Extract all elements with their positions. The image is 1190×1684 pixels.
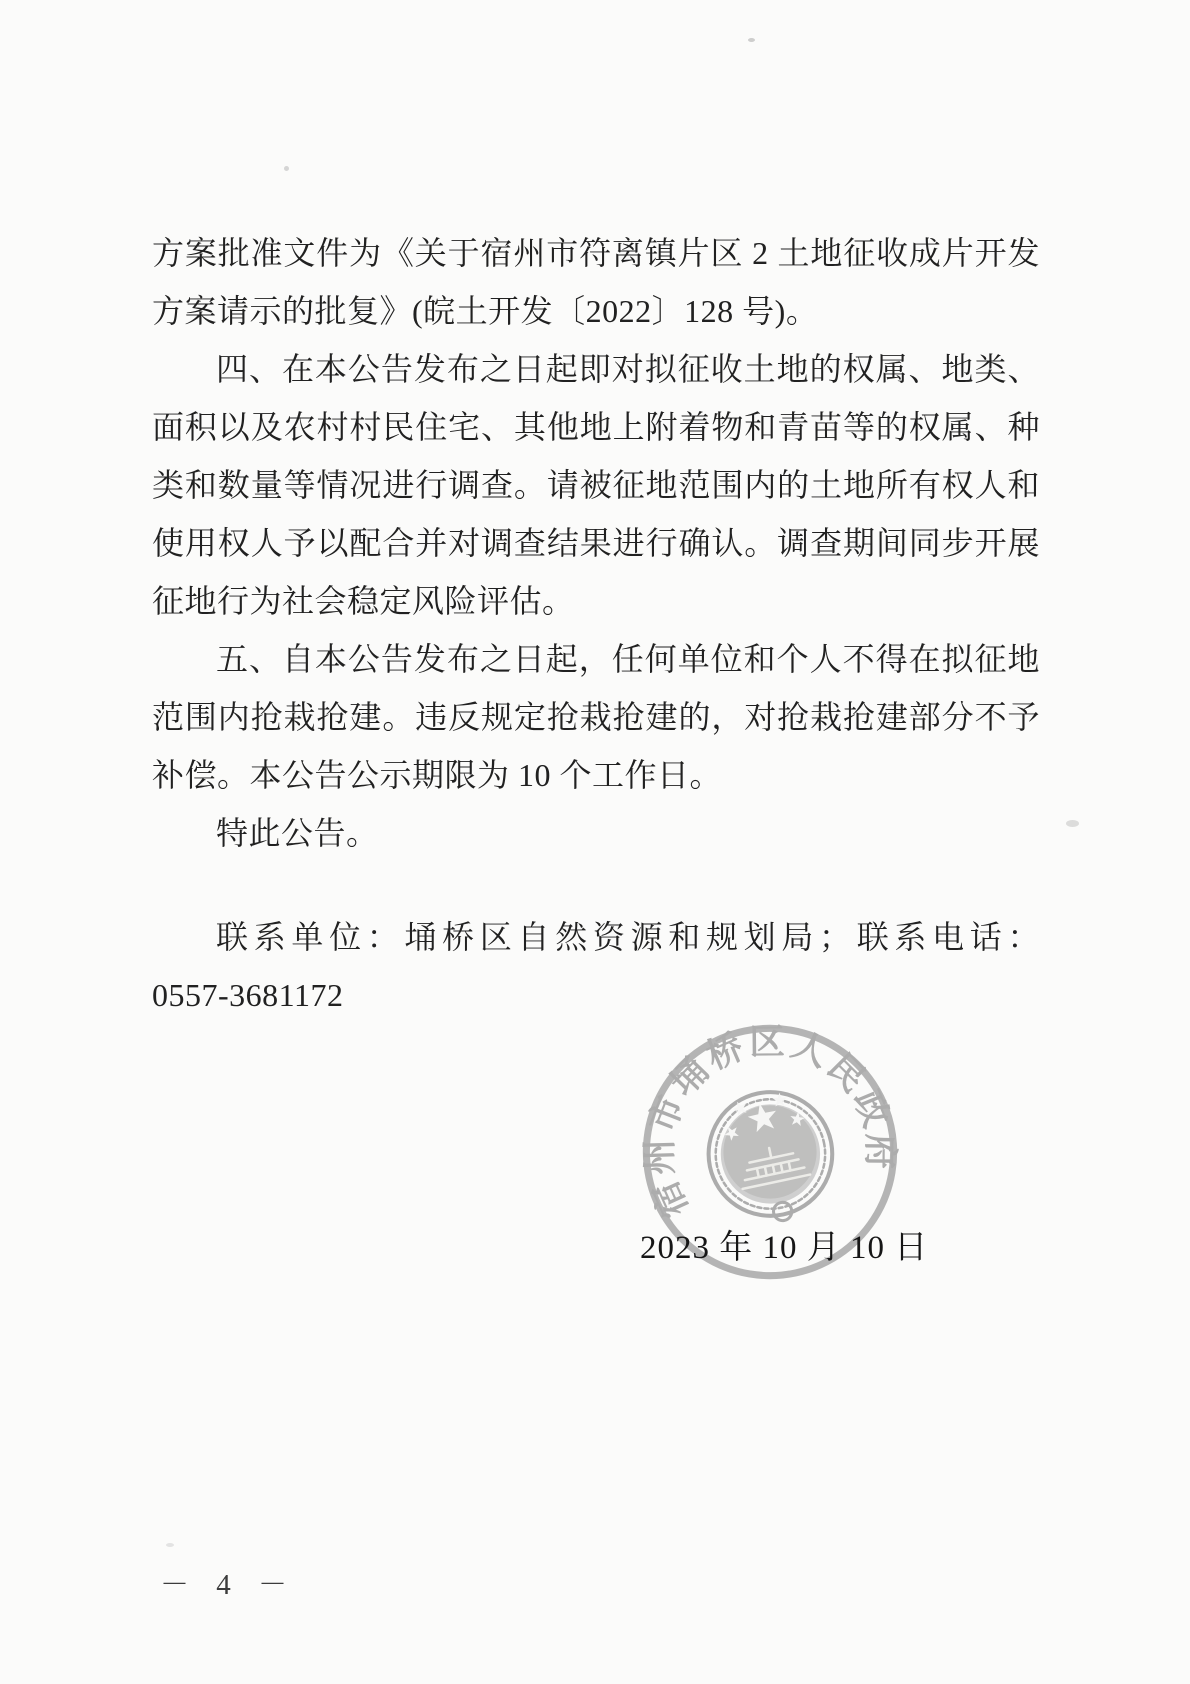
text-line: 方案请示的批复》(皖土开发〔2022〕128 号)。 bbox=[152, 293, 819, 329]
text-line bbox=[152, 862, 1040, 908]
scan-speck bbox=[284, 166, 289, 171]
text-line: 方案批准文件为《关于宿州市符离镇片区 2 土地征收成片开发 bbox=[152, 235, 1040, 271]
text-line: 五、自本公告发布之日起，任何单位和个人不得在拟征地 bbox=[216, 641, 1040, 677]
text-line: 0557-3681172 bbox=[152, 977, 344, 1013]
text-line: 范围内抢栽抢建。违反规定抢栽抢建的，对抢栽抢建部分不予 bbox=[152, 699, 1040, 735]
national-emblem-icon bbox=[697, 1081, 845, 1234]
text-line: 使用权人予以配合并对调查结果进行确认。调查期间同步开展 bbox=[152, 525, 1040, 561]
text-line: 征地行为社会稳定风险评估。 bbox=[152, 583, 575, 619]
scan-speck bbox=[748, 38, 755, 42]
scan-speck bbox=[166, 1543, 174, 1547]
text-line: 特此公告。 bbox=[216, 815, 379, 851]
text-line: 面积以及农村村民住宅、其他地上附着物和青苗等的权属、种 bbox=[152, 409, 1040, 445]
page-number: － 4 － bbox=[160, 1569, 298, 1601]
date-line: 2023 年 10 月 10 日 bbox=[640, 1230, 929, 1266]
text-line: 联系单位：埇桥区自然资源和规划局；联系电话： bbox=[216, 919, 1040, 955]
document-body bbox=[152, 224, 1040, 1024]
seal-arc-text: 宿州市埇桥区人民政府 bbox=[639, 1021, 901, 1224]
text-line: 补偿。本公告公示期限为 10 个工作日。 bbox=[152, 757, 723, 793]
text-line: 类和数量等情况进行调查。请被征地范围内的土地所有权人和 bbox=[152, 467, 1040, 503]
scan-speck bbox=[1066, 820, 1079, 827]
text-line: 四、在本公告发布之日起即对拟征收土地的权属、地类、 bbox=[216, 351, 1040, 387]
